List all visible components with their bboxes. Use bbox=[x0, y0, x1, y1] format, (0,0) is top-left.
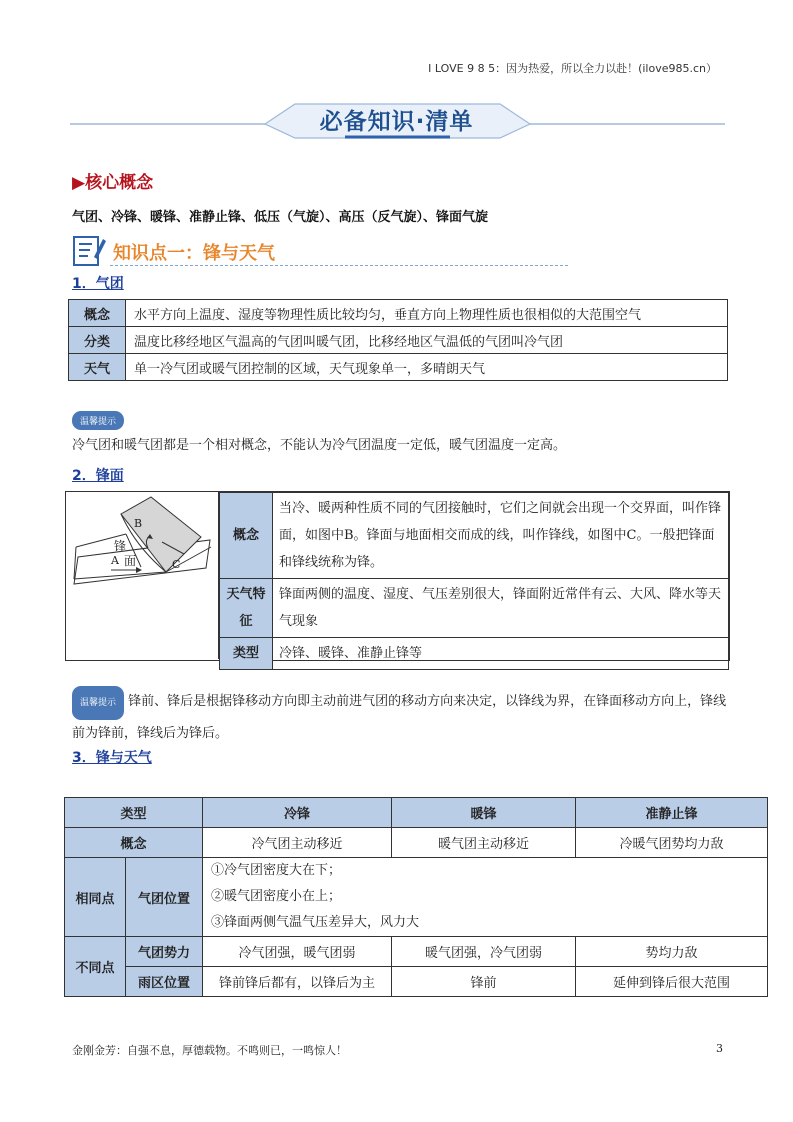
tip-badge: 温馨提示 bbox=[72, 409, 124, 430]
table-cell: 锋前锋后都有，以锋后为主 bbox=[203, 967, 392, 997]
table-row bbox=[69, 300, 728, 327]
table-row bbox=[220, 493, 729, 579]
row-text: 冷锋、暖锋、准静止锋等 bbox=[273, 638, 729, 670]
core-concept-list: 气团、冷锋、暖锋、准静止锋、低压（气旋）、高压（反气旋）、锋面气旋 bbox=[72, 210, 489, 225]
label-feng: 锋 bbox=[114, 539, 127, 553]
list-item: ②暖气团密度小在上； bbox=[211, 889, 342, 904]
table-cell: 冷气团主动移近 bbox=[203, 828, 392, 858]
front-diagram bbox=[66, 492, 219, 659]
header-slogan: I LOVE 9 8 5：因为热爱，所以全力以赴！(ilove985.cn） bbox=[428, 62, 717, 75]
header-cell: 冷锋 bbox=[203, 798, 392, 828]
table-row bbox=[69, 327, 728, 354]
page-number: 3 bbox=[716, 1042, 723, 1055]
row-label: 气团势力 bbox=[126, 937, 203, 967]
table-row bbox=[220, 638, 729, 670]
row-text: 锋面两侧的温度、湿度、气压差别很大，锋面附近常伴有云、大风、降水等天气现象 bbox=[273, 579, 729, 638]
table-row bbox=[69, 354, 728, 381]
row-label: 天气 bbox=[69, 354, 126, 381]
group-label: 相同点 bbox=[65, 858, 126, 937]
table-row bbox=[65, 828, 768, 858]
row-label: 概念 bbox=[220, 493, 273, 579]
table-row bbox=[220, 579, 729, 638]
row-text: 温度比移经地区气温高的气团叫暖气团，比移经地区气温低的气团叫冷气团 bbox=[126, 327, 728, 354]
row-label: 分类 bbox=[69, 327, 126, 354]
knowledge-point-title: 知识点一：锋与天气 bbox=[113, 243, 275, 264]
table-cell: 锋前 bbox=[392, 967, 576, 997]
row-label: 概念 bbox=[69, 300, 126, 327]
front-table bbox=[219, 492, 729, 670]
tip2-block bbox=[72, 686, 727, 748]
label-b: B bbox=[134, 517, 143, 530]
row-label: 天气特征 bbox=[220, 579, 273, 638]
section-air-mass-heading: 1．气团 bbox=[72, 276, 124, 292]
list-item: ③锋面两侧气温气压差异大，风力大 bbox=[211, 915, 420, 930]
section-front-heading: 2．锋面 bbox=[72, 468, 124, 484]
row-text: 水平方向上温度、湿度等物理性质比较均匀，垂直方向上物理性质也很相似的大范围空气 bbox=[126, 300, 728, 327]
label-c: C bbox=[172, 558, 181, 571]
air-mass-table bbox=[68, 299, 728, 381]
front-weather-table bbox=[64, 797, 768, 997]
row-text: 当冷、暖两种性质不同的气团接触时，它们之间就会出现一个交界面，叫作锋面，如图中B。锋面与地面相交而成的线，叫作锋线，如图中C。一般把锋面和锋线统称为锋。 bbox=[273, 493, 729, 579]
table-row bbox=[65, 937, 768, 967]
divider bbox=[110, 265, 568, 266]
tip-text: 锋前、锋后是根据锋移动方向即主动前进气团的移动方向来决定，以锋线为界，在锋面移动方向上，锋线前为锋前，锋线后为锋后。 bbox=[72, 694, 727, 741]
table-row bbox=[65, 858, 768, 937]
header-cell: 准静止锋 bbox=[576, 798, 768, 828]
row-label: 气团位置 bbox=[126, 858, 203, 937]
list-item: ①冷气团密度大在下； bbox=[211, 863, 342, 878]
notebook-icon bbox=[72, 233, 106, 267]
table-cell: 暖气团主动移近 bbox=[392, 828, 576, 858]
page-title: 必备知识·清单 bbox=[319, 109, 474, 135]
front-panel bbox=[65, 491, 730, 661]
section-front-weather-heading: 3．锋与天气 bbox=[72, 750, 152, 766]
group-label: 不同点 bbox=[65, 937, 126, 997]
row-label: 类型 bbox=[220, 638, 273, 670]
table-cell: 延伸到锋后很大范围 bbox=[576, 967, 768, 997]
footer-motto: 金刚金芳：自强不息，厚德载物。不鸣则已，一鸣惊人！ bbox=[72, 1044, 347, 1057]
tip-badge: 温馨提示 bbox=[72, 686, 124, 720]
front-info bbox=[219, 492, 729, 670]
table-row bbox=[65, 967, 768, 997]
row-text: 单一冷气团或暖气团控制的区域，天气现象单一，多晴朗天气 bbox=[126, 354, 728, 381]
label-mian: 面 bbox=[124, 554, 137, 568]
table-cell bbox=[203, 858, 768, 937]
header-cell: 类型 bbox=[65, 798, 203, 828]
row-label: 雨区位置 bbox=[126, 967, 203, 997]
table-cell: 势均力敌 bbox=[576, 937, 768, 967]
table-cell: 冷暖气团势均力敌 bbox=[576, 828, 768, 858]
table-cell: 暖气团强，冷气团弱 bbox=[392, 937, 576, 967]
core-concept-heading: ▶核心概念 bbox=[72, 173, 154, 193]
header-cell: 暖锋 bbox=[392, 798, 576, 828]
label-a: A bbox=[111, 554, 119, 567]
row-label: 概念 bbox=[65, 828, 203, 858]
table-header-row bbox=[65, 798, 768, 828]
table-cell: 冷气团强，暖气团弱 bbox=[203, 937, 392, 967]
tip-text: 冷气团和暖气团都是一个相对概念，不能认为冷气团温度一定低，暖气团温度一定高。 bbox=[72, 438, 567, 453]
